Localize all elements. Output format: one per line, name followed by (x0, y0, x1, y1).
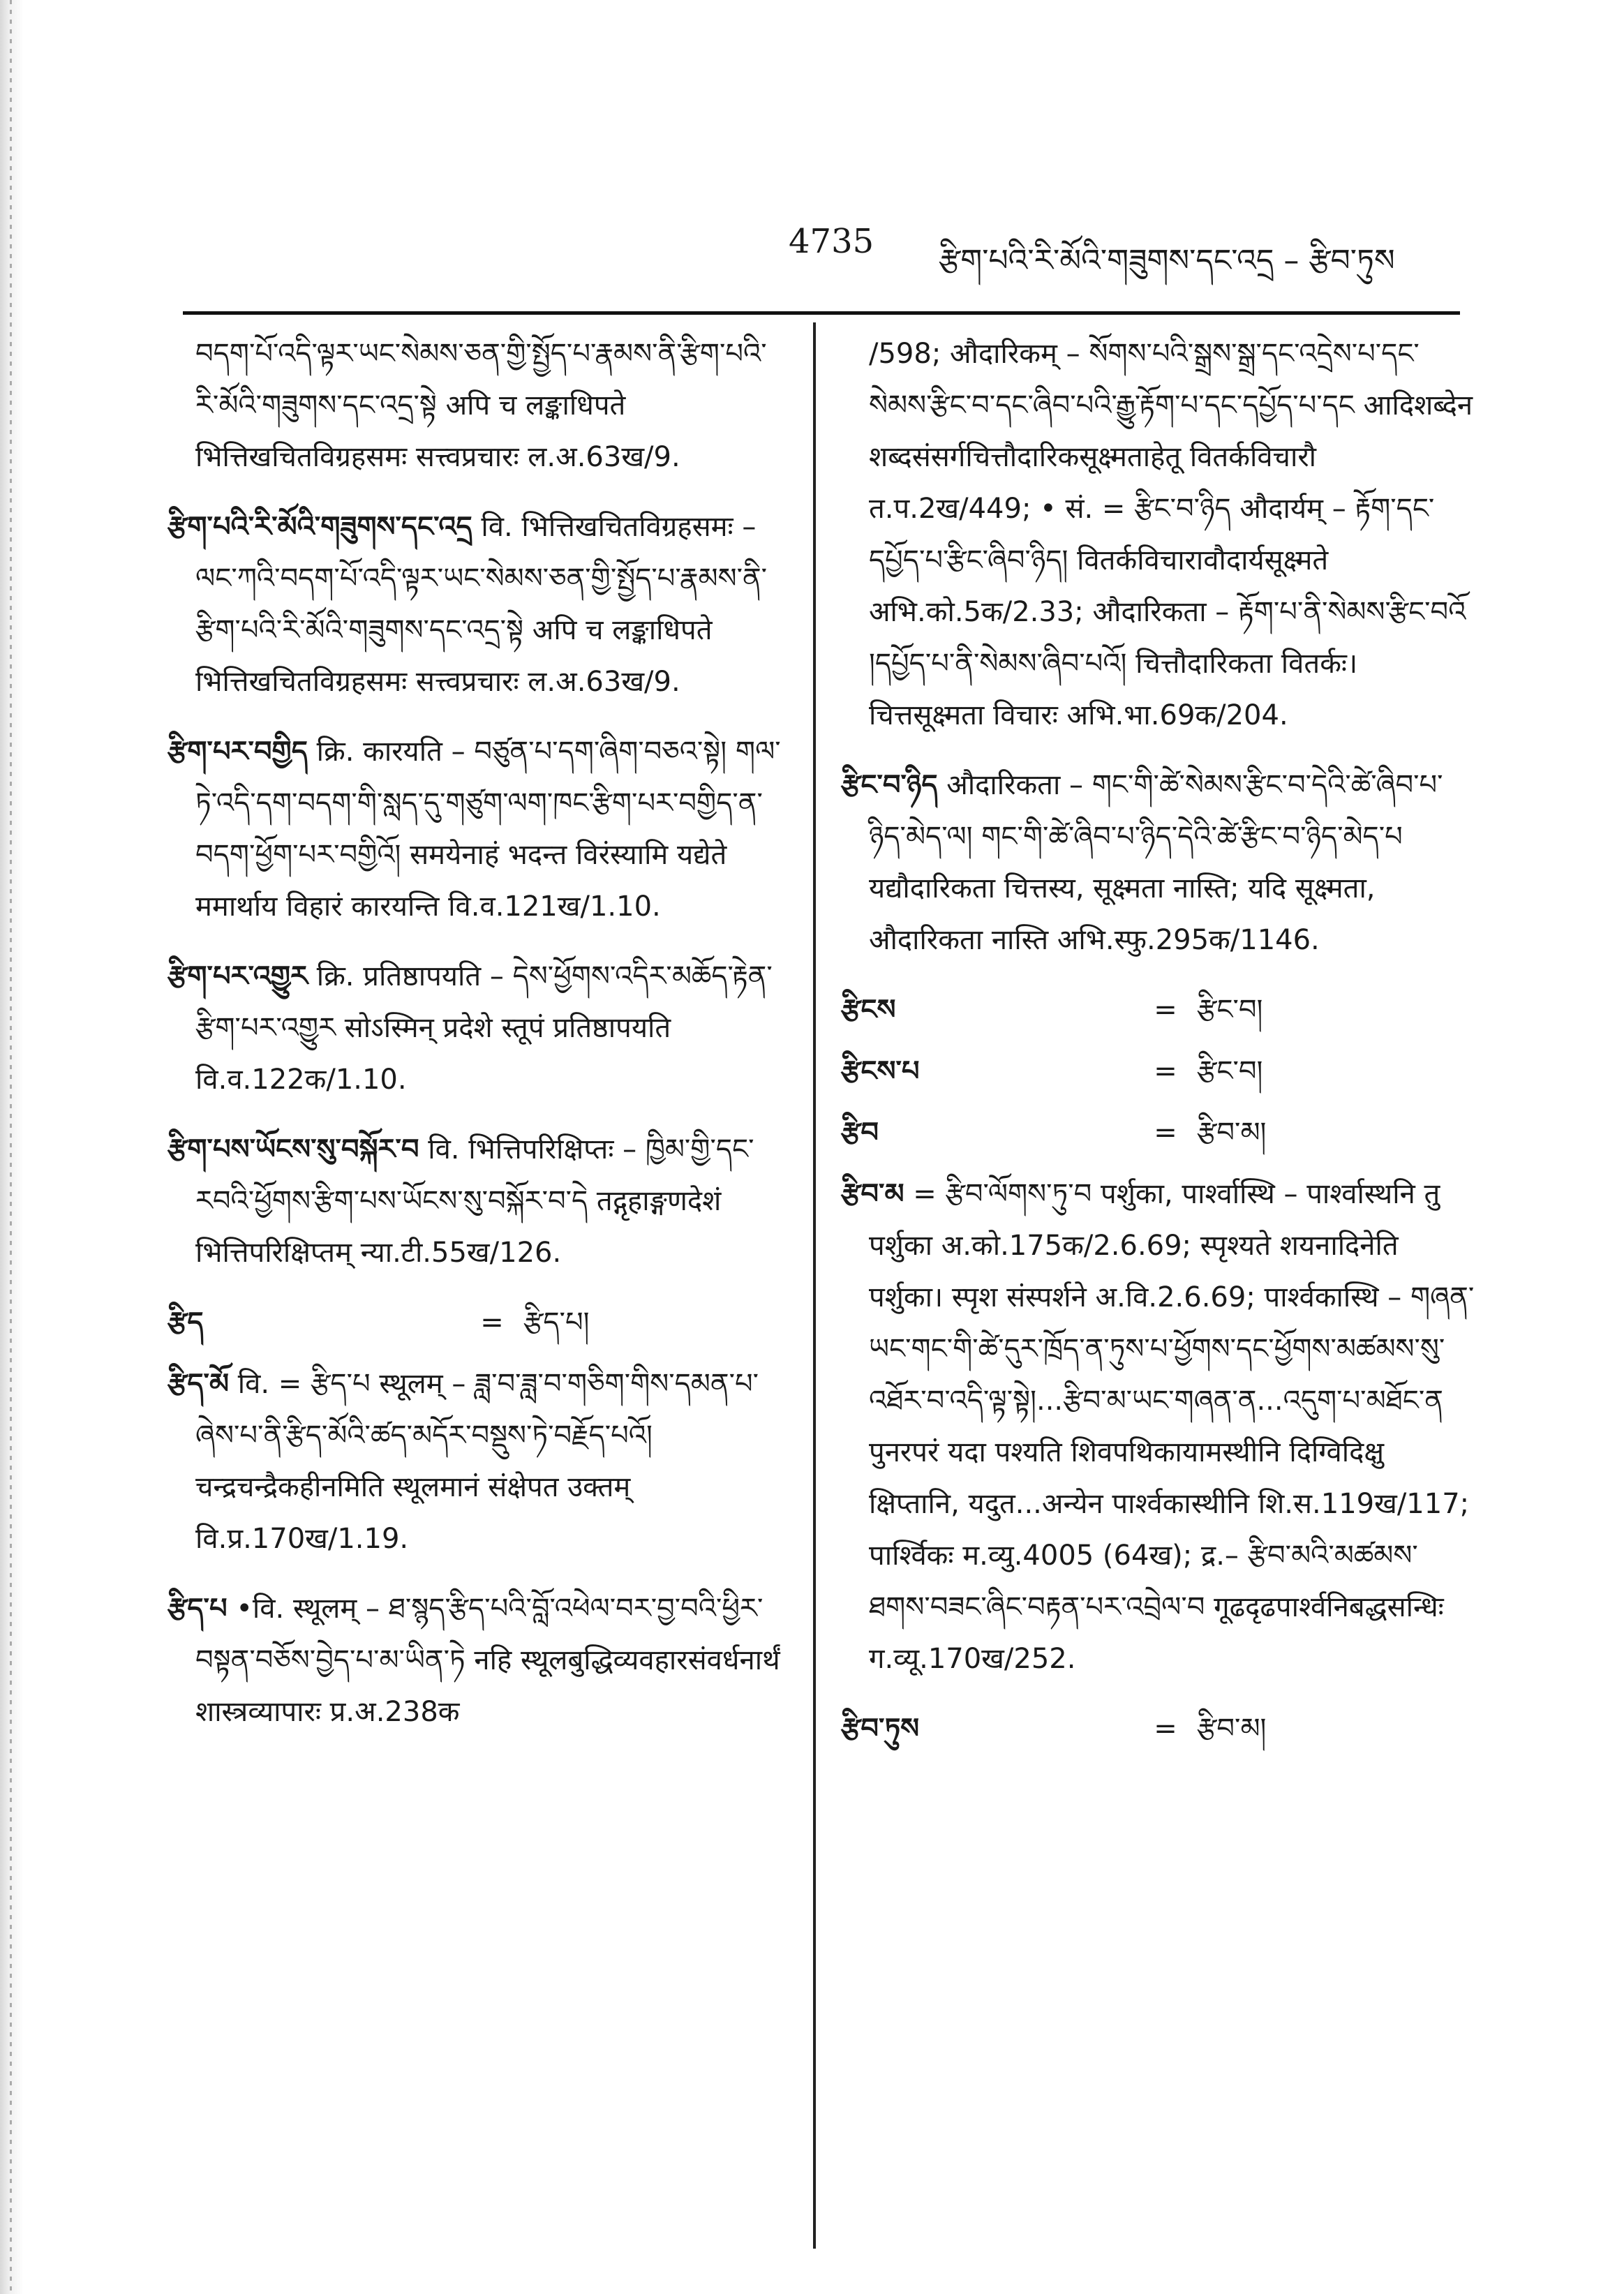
xref-target: རྩིང་བ། (1197, 994, 1263, 1026)
xref-word: རྩིབ (841, 1117, 879, 1149)
cross-reference (841, 1045, 1476, 1097)
dictionary-entry (167, 726, 789, 932)
entry-headword: རྩིབ་མ (841, 1178, 904, 1210)
header-rule (183, 311, 1460, 315)
cross-reference (841, 1107, 1476, 1159)
dictionary-entry (167, 1583, 789, 1738)
entry-text: = རྩིབ་ལོགས་ཏུ་བ पर्शुका, पार्श्वास्थि – पार्श्वास्थनि तु पर्शुका अ.को.175क/2.6.69; स्पृश्यते शयनादिनेति पर्शुका। स्पृश संस्पर्शने अ.वि.2.6.69; पार्श्वकास्थि – གཞན་ཡང་གང་གི་ཚེ་དུར་ཁྲོད་ན་ཏུས་པ་ཕྱོགས་དང་ཕྱོགས་མཚམས་སུ་འཐོར་བ་འདི་ལྟ་སྟེ།...རྩིབ་མ་ཡང་གཞན་ན...འདུག་པ་མཐོང་ན पुनरपरं यदा पश्यति शिवपथिकायामस्थीनि दिग्विदिक्षु क्षिप्तानि, यदुत...अन्येन पार्श्वकास्थीनि शि.स.119ख/117; पार्श्विकः म.व्यु.4005 (64ख); द्र.– རྩིབ་མའི་མཚམས་ཐགས་བཟང་ཞིང་བརྟན་པར་འབྲེལ་བ गूढदृढपार्श्वनिबद्धसन्धिः ग.व्यू.170ख/252. (869, 1178, 1475, 1675)
xref-word: རྩིངས་པ (841, 1055, 920, 1087)
xref-target: རྩིབ་མ། (1197, 1117, 1267, 1149)
xref-target: རྩིབ་མ། (1197, 1713, 1267, 1745)
dictionary-entry (841, 1168, 1476, 1685)
entry-headword: རྩིག་པའི་རི་མོའི་གཟུགས་དང་འདྲ (167, 511, 472, 543)
dictionary-entry (167, 501, 789, 708)
cross-reference (167, 1297, 789, 1348)
xref-equals: = (1154, 1117, 1177, 1149)
dictionary-entry (167, 1358, 789, 1565)
entry-headword: རྩིད་མོ (167, 1368, 230, 1400)
cross-reference (841, 984, 1476, 1036)
entry-text: क्रि. कारयति – བཙུན་པ་དག་ཞིག་བཅའ་སྟེ། གལ་ཏེ་འདི་དག་བདག་གི་སླད་དུ་གཙུག་ལག་ཁང་རྩིག་པར་བགྱིད་ན་བདག་ཕྱོག་པར་བགྱིའོ། समयेनाहं भदन्त विरंस्यामि यद्येते ममार्थाय विहारं कारयन्ति वि.व.121ख/1.10. (195, 736, 781, 923)
entry-text: क्रि. प्रतिष्ठापयति – དེས་ཕྱོགས་འདིར་མཆོད་རྟེན་རྩིག་པར་འགྱུར सोऽस्मिन् प्रदेशे स्तूपं प्रतिष्ठापयति वि.व.122क/1.10. (195, 960, 773, 1096)
entry-text: བདག་པོ་འདི་ལྟར་ཡང་སེམས་ཅན་གྱི་སྤྱོད་པ་རྣམས་ནི་རྩིག་པའི་རི་མོའི་གཟུགས་དང་འདྲ་སྟེ अपि च लङ्काधिपते भित्तिखचितविग्रहसमः सत्त्वप्रचारः ल.अ.63ख/9. (195, 338, 767, 473)
cross-reference (841, 1703, 1476, 1755)
entry-text: वि. = རྩིད་པ स्थूलम् – ཟླ་བ་ཟླ་བ་གཅིག་གིས་དམན་པ་ཞེས་པ་ནི་རྩིད་མོའི་ཚད་མདོར་བསྡུས་ཏེ་བརྗོད་པའོ། चन्द्रचन्द्रैकहीनमिति स्थूलमानं संक्षेपत उक्तम् वि.प्र.170ख/1.19. (195, 1368, 759, 1555)
entry-text: वि. भित्तिखचितविग्रहसमः – ལང་ཀའི་བདག་པོ་འདི་ལྟར་ཡང་སེམས་ཅན་གྱི་སྤྱོད་པ་རྣམས་ནི་རྩིག་པའི་རི་མོའི་གཟུགས་དང་འདྲ་སྟེ अपि च लङ्काधिपते भित्तिखचितविग्रहसमः सत्त्वप्रचारः ल.अ.63ख/9. (195, 511, 768, 698)
dictionary-entry (841, 328, 1476, 741)
scan-edge-marks (10, 0, 12, 2294)
xref-equals: = (1154, 1713, 1177, 1745)
page-header (698, 209, 1487, 286)
running-head: རྩིག་པའི་རི་མོའི་གཟུགས་དང་འདྲ – རྩིབ་ཏུས (939, 243, 1395, 278)
column-divider (813, 322, 816, 2249)
entry-headword: རྩིག་པས་ཡོངས་སུ་བསྐོར་བ (167, 1133, 419, 1165)
xref-word: རྩིངས (841, 994, 896, 1026)
dictionary-entry (167, 951, 789, 1105)
xref-word: རྩིད (167, 1306, 204, 1339)
entry-headword: རྩིག་པར་འགྱུར (167, 960, 308, 992)
xref-word: རྩིབ་ཏུས (841, 1713, 920, 1745)
xref-equals: = (1154, 1055, 1177, 1087)
entry-text: औदारिकता – གང་གི་ཚེ་སེམས་རྩིང་བ་དེའི་ཚེ་ཞིབ་པ་ཉིད་མེད་ལ། གང་གི་ཚེ་ཞིབ་པ་ཉིད་དེའི་ཚེ་རྩིང་བ་ཉིད་མེད་པ यद्यौदारिकता चित्तस्य, सूक्ष्मता नास्ति; यदि सूक्ष्मता, औदारिकता नास्ति अभि.स्फु.295क/1146. (869, 769, 1443, 956)
entry-headword: རྩིང་བ་ཉིད (841, 769, 938, 801)
dictionary-entry (167, 328, 789, 483)
entry-text: •वि. स्थूलम् – ཐ་སྙད་རྩིད་པའི་བློ་འཕེལ་བར་བྱ་བའི་ཕྱིར་བསྟན་བཅོས་བྱེད་པ་མ་ཡིན་ཏེ नहि स्थूलबुद्धिव्यवहारसंवर्धनार्थं शास्त्रव्यापारः प्र.अ.238क (195, 1593, 780, 1728)
entry-headword: རྩིད་པ (167, 1593, 228, 1625)
left-column (167, 328, 789, 1756)
entry-headword: རྩིག་པར་བགྱིད (167, 736, 308, 768)
xref-equals: = (480, 1306, 504, 1339)
xref-target: རྩིད་པ། (523, 1306, 590, 1339)
dictionary-entry (841, 759, 1476, 966)
dictionary-entry (167, 1124, 789, 1279)
right-column (841, 328, 1476, 1764)
scan-edge (0, 0, 24, 2294)
xref-equals: = (1154, 994, 1177, 1026)
page-number: 4735 (789, 222, 874, 261)
entry-text: वि. भित्तिपरिक्षिप्तः – ཁྱིམ་གྱི་དང་རབའི་ཕྱོགས་རྩིག་པས་ཡོངས་སུ་བསྐོར་བ་དེ तद्गृहाङ्गणदेशं भित्तिपरिक्षिप्तम् न्या.टी.55ख/126. (195, 1133, 754, 1269)
xref-target: རྩིང་བ། (1197, 1055, 1263, 1087)
entry-text: /598; औदारिकम् – སོགས་པའི་སྒྲས་སྒྲ་དང་འདྲེས་པ་དང་སེམས་རྩིང་བ་དང་ཞིབ་པའི་རྒྱུ་རྟོག་པ་དང་དཔྱོད་པ་དང आदिशब्देन शब्दसंसर्गचित्तौदारिकसूक्ष्मताहेतू वितर्कविचारौ त.प.2ख/449; • सं. = རྩིང་བ་ཉིད औदार्यम् – རྟོག་དང་དཔྱོད་པ་རྩིང་ཞིབ་ཉིད། वितर्कविचारावौदार्यसूक्ष्मते अभि.को.5क/2.33; औदारिकता – རྟོག་པ་ནི་སེམས་རྩིང་བའོ །དཔྱོད་པ་ནི་སེམས་ཞིབ་པའོ། चित्तौदारिकता वितर्कः। चित्तसूक्ष्मता विचारः अभि.भा.69क/204. (869, 338, 1473, 731)
